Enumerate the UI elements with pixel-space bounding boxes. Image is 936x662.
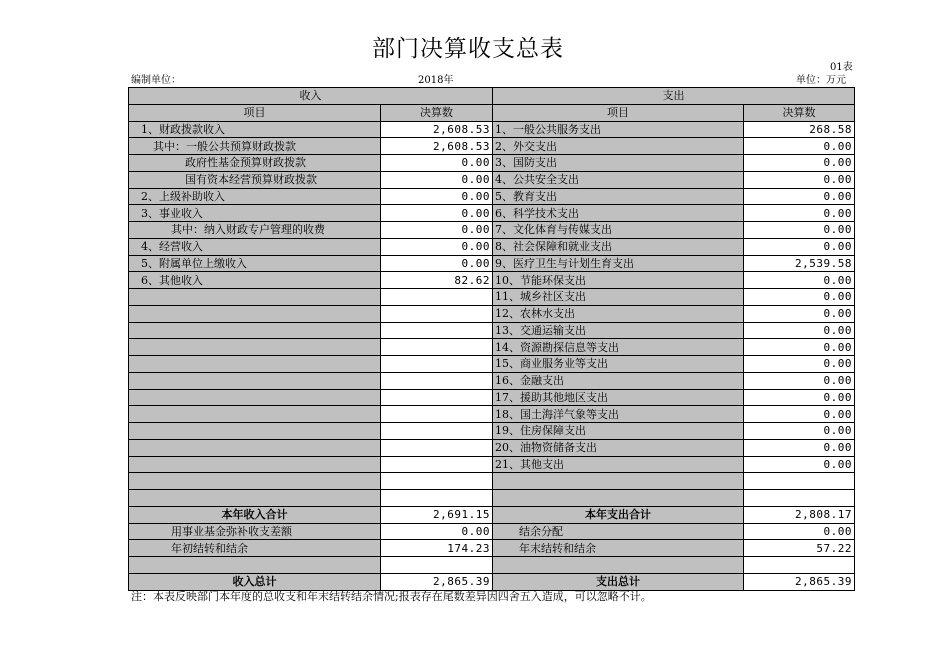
table-row [129,238,855,255]
expense-item-value: 0.00 [744,188,855,205]
empty-cell [129,473,381,490]
expense-item-label: 12、农林水支出 [493,305,744,322]
year-income-total-label: 本年收入合计 [129,506,381,523]
income-item-label: 政府性基金预算财政拨款 [129,155,381,172]
expense-item-label: 10、节能环保支出 [493,272,744,289]
income-item-label: 4、经营收入 [129,238,381,255]
table-row [129,406,855,423]
empty-cell [381,473,493,490]
income-item-value: 0.00 [381,255,493,272]
empty-cell [744,557,855,574]
expense-item-value: 0.00 [744,155,855,172]
table-row [129,305,855,322]
expense-item-value: 0.00 [744,356,855,373]
table-row [129,205,855,222]
unit-label: 单位：万元 [796,75,846,86]
year-total-row [129,506,855,523]
expense-section-header: 支出 [493,88,855,105]
empty-cell [129,305,381,322]
table-row [129,372,855,389]
balance-row [129,540,855,557]
expense-item-value: 0.00 [744,171,855,188]
income-item-label: 3、事业收入 [129,205,381,222]
table-row [129,439,855,456]
income-item-label: 1、财政拨款收入 [129,121,381,138]
income-item-value: 0.00 [381,188,493,205]
expense-item-label: 6、科学技术支出 [493,205,744,222]
expense-item-label: 11、城乡社区支出 [493,289,744,306]
expense-item-label: 20、油物资储备支出 [493,439,744,456]
expense-item-label: 14、资源勘探信息等支出 [493,339,744,356]
expense-amount-header: 决算数 [744,104,855,121]
report-year: 2018年 [418,75,454,86]
table-row [129,356,855,373]
income-item-label: 2、上级补助收入 [129,188,381,205]
empty-cell [493,490,744,507]
table-row [129,155,855,172]
empty-cell [381,289,493,306]
empty-cell [129,406,381,423]
empty-cell [129,356,381,373]
expense-item-value: 0.00 [744,372,855,389]
income-item-value: 82.62 [381,272,493,289]
expense-item-value: 0.00 [744,205,855,222]
table-row [129,255,855,272]
income-item-value: 2,608.53 [381,121,493,138]
end-balance-label: 年末结转和结余 [493,540,744,557]
footnote: 注：本表反映部门本年度的总收支和年末结转结余情况;报表存在尾数差异因四舍五入造成，可以忽略不计。 [131,590,652,603]
expense-item-label: 15、商业服务业等支出 [493,356,744,373]
table-row [129,456,855,473]
empty-cell [381,356,493,373]
expense-item-label: 21、其他支出 [493,456,744,473]
empty-cell [744,473,855,490]
expense-item-label: 16、金融支出 [493,372,744,389]
expense-item-value: 0.00 [744,222,855,239]
table-row [129,188,855,205]
expense-item-label: 2、外交支出 [493,138,744,155]
empty-cell [381,439,493,456]
table-row-empty [129,473,855,490]
expense-item-label: 5、教育支出 [493,188,744,205]
empty-cell [493,557,744,574]
table-row [129,222,855,239]
table-row [129,339,855,356]
surplus-distribution-value: 0.00 [744,523,855,540]
empty-cell [129,439,381,456]
empty-cell [381,322,493,339]
table-row [129,171,855,188]
empty-cell [129,557,381,574]
empty-cell [129,289,381,306]
table-row [129,138,855,155]
fund-offset-row [129,523,855,540]
table-row [129,121,855,138]
begin-balance-label: 年初结转和结余 [129,540,381,557]
empty-cell [129,423,381,440]
expense-item-label: 7、文化体育与传媒支出 [493,222,744,239]
empty-cell [129,372,381,389]
expense-item-label: 9、医疗卫生与计划生育支出 [493,255,744,272]
income-item-value: 0.00 [381,171,493,188]
income-item-label: 国有资本经营预算财政拨款 [129,171,381,188]
income-section-header: 收入 [129,88,493,105]
empty-cell [129,339,381,356]
expense-item-value: 2,539.58 [744,255,855,272]
year-expense-total-value: 2,808.17 [744,506,855,523]
expense-item-value: 268.58 [744,121,855,138]
fund-offset-label: 用事业基金弥补收支差额 [129,523,381,540]
year-income-total-value: 2,691.15 [381,506,493,523]
org-label: 编制单位： [131,75,181,86]
income-grand-total-value: 2,865.39 [381,573,493,590]
income-grand-total-label: 收入总计 [129,573,381,590]
empty-cell [381,456,493,473]
expense-item-label: 18、国土海洋气象等支出 [493,406,744,423]
income-amount-header: 决算数 [381,104,493,121]
empty-cell [381,389,493,406]
income-item-header: 项目 [129,104,381,121]
table-row [129,322,855,339]
fund-offset-value: 0.00 [381,523,493,540]
income-item-value: 0.00 [381,205,493,222]
empty-cell [381,406,493,423]
empty-cell [381,557,493,574]
table-row [129,289,855,306]
year-expense-total-label: 本年支出合计 [493,506,744,523]
expense-item-value: 0.00 [744,456,855,473]
expense-item-label: 19、住房保障支出 [493,423,744,440]
budget-summary-table [128,87,855,591]
empty-cell [381,305,493,322]
expense-item-label: 1、一般公共服务支出 [493,121,744,138]
expense-item-value: 0.00 [744,238,855,255]
table-number: 01表 [830,62,853,73]
end-balance-value: 57.22 [744,540,855,557]
page-title: 部门决算收支总表 [372,36,564,62]
expense-item-value: 0.00 [744,322,855,339]
income-item-value: 0.00 [381,222,493,239]
expense-item-value: 0.00 [744,389,855,406]
begin-balance-value: 174.23 [381,540,493,557]
expense-item-value: 0.00 [744,423,855,440]
expense-item-label: 4、公共安全支出 [493,171,744,188]
expense-item-value: 0.00 [744,138,855,155]
empty-cell [744,490,855,507]
empty-cell [381,490,493,507]
expense-item-value: 0.00 [744,272,855,289]
income-item-label: 5、附属单位上缴收入 [129,255,381,272]
expense-item-value: 0.00 [744,305,855,322]
expense-item-label: 13、交通运输支出 [493,322,744,339]
table-row-empty [129,557,855,574]
empty-cell [381,339,493,356]
table-row [129,423,855,440]
income-item-label: 其中：纳入财政专户管理的收费 [129,222,381,239]
expense-item-value: 0.00 [744,406,855,423]
header-row-sections [129,88,855,105]
empty-cell [129,322,381,339]
expense-item-value: 0.00 [744,289,855,306]
expense-item-value: 0.00 [744,339,855,356]
expense-item-label: 3、国防支出 [493,155,744,172]
table-row-empty [129,490,855,507]
expense-item-header: 项目 [493,104,744,121]
header-row-columns [129,104,855,121]
income-item-value: 0.00 [381,238,493,255]
expense-item-label: 17、援助其他地区支出 [493,389,744,406]
table-row [129,389,855,406]
empty-cell [381,372,493,389]
expense-grand-total-value: 2,865.39 [744,573,855,590]
empty-cell [381,423,493,440]
expense-item-value: 0.00 [744,439,855,456]
expense-grand-total-label: 支出总计 [493,573,744,590]
table-row [129,272,855,289]
empty-cell [129,389,381,406]
income-item-value: 2,608.53 [381,138,493,155]
income-item-label: 6、其他收入 [129,272,381,289]
empty-cell [129,490,381,507]
income-item-label: 其中：一般公共预算财政拨款 [129,138,381,155]
income-item-value: 0.00 [381,155,493,172]
expense-item-label: 8、社会保障和就业支出 [493,238,744,255]
empty-cell [493,473,744,490]
surplus-distribution-label: 结余分配 [493,523,744,540]
empty-cell [129,456,381,473]
